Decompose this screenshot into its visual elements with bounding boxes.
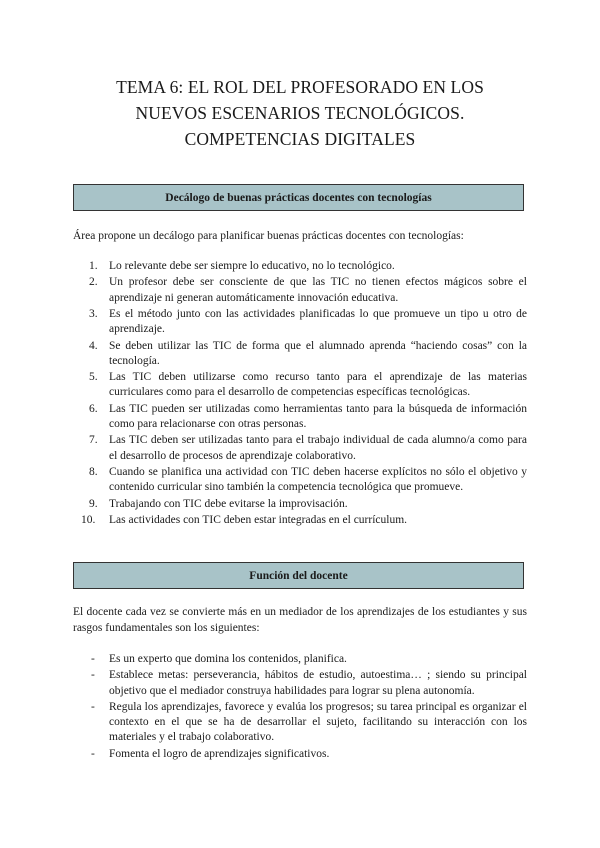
list-item-text: Las TIC deben utilizarse como recurso tanto para el aprendizaje de las materias curriculares como para el desarrollo de competencias específicas tecnológicas.: [109, 371, 527, 399]
list-item: [73, 370, 527, 400]
list-item: [73, 700, 527, 746]
list-item-text: Las actividades con TIC deben estar integradas en el currículum.: [109, 513, 408, 526]
list-number: 9.: [89, 497, 98, 510]
title-line-2: NUEVOS ESCENARIOS TECNOLÓGICOS.: [135, 103, 465, 123]
list-item-text: Es un experto que domina los contenidos, planifica.: [109, 653, 347, 665]
list-number: 8.: [89, 465, 98, 478]
list-item-text: Regula los aprendizajes, favorece y evalúa los progresos; su tarea principal es organizar el contexto en el que se ha de desarrollar el sujeto, facilitando su interacción con los materiales y el trabajo colaborativo.: [109, 700, 527, 744]
list-item-text: Se deben utilizar las TIC de forma que el alumnado aprenda “haciendo cosas” con la tecnología.: [109, 339, 527, 367]
list-number: 3.: [89, 307, 98, 320]
page-title: [70, 74, 530, 152]
list-item-text: Establece metas: perseverancia, hábitos de estudio, autoestima… ; siendo su principal objetivo que el mediador construya habilidades para lograr su plena autonomía.: [109, 669, 527, 697]
list-item-text: Fomenta el logro de aprendizajes significativos.: [109, 747, 330, 760]
list-number: 10.: [81, 513, 96, 526]
list-item-text: Cuando se planifica una actividad con TIC deben hacerse explícitos no sólo el objetivo y contenido curricular sino también la competencia tecnológica que promueve.: [109, 465, 527, 494]
list-item: [73, 652, 527, 667]
list-bullet: -: [91, 700, 95, 713]
funcion-docente-list: [73, 652, 527, 763]
list-item-text: Lo relevante debe ser siempre lo educativo, no lo tecnológico.: [109, 260, 395, 272]
list-item-text: Trabajando con TIC debe evitarse la improvisación.: [109, 497, 348, 510]
list-number: 7.: [89, 434, 98, 447]
list-item: [73, 465, 527, 495]
title-line-1: TEMA 6: EL ROL DEL PROFESORADO EN LOS: [116, 77, 484, 97]
section-heading-decalogo: Decálogo de buenas prácticas docentes con tecnologías: [73, 184, 524, 211]
list-item: [73, 275, 527, 305]
list-number: 4.: [89, 339, 98, 352]
list-item-text: Las TIC deben ser utilizadas tanto para el trabajo individual de cada alumno/a como para el desarrollo de procesos de aprendizaje colaborativo.: [109, 434, 527, 462]
list-item: [73, 259, 527, 274]
list-number: 1.: [89, 260, 98, 272]
list-item: [73, 339, 527, 369]
list-item-text: Es el método junto con las actividades planificadas lo que promueve un tipo u otro de aprendizaje.: [109, 307, 527, 336]
list-item: [73, 307, 527, 337]
decalogo-list: [73, 259, 527, 529]
list-item: [73, 747, 527, 762]
funcion-docente-intro: El docente cada vez se convierte más en un mediador de los aprendizajes de los estudiantes y sus rasgos fundamentales son los siguientes:: [73, 606, 527, 634]
list-bullet: -: [91, 747, 95, 760]
list-bullet: -: [91, 653, 95, 665]
list-item-text: Las TIC pueden ser utilizadas como herramientas tanto para la búsqueda de información como para relacionarse con otras personas.: [109, 402, 527, 430]
list-item: [73, 513, 527, 528]
decalogo-intro: Área propone un decálogo para planificar buenas prácticas docentes con tecnologías:: [73, 230, 464, 242]
list-number: 6.: [89, 402, 98, 415]
list-number: 2.: [89, 276, 98, 289]
title-line-3: COMPETENCIAS DIGITALES: [184, 129, 416, 149]
list-item: [73, 668, 527, 698]
list-item: [73, 402, 527, 432]
list-bullet: -: [91, 669, 95, 682]
list-item: [73, 497, 527, 512]
section-heading-funcion-docente: Función del docente: [73, 562, 524, 589]
list-number: 5.: [89, 371, 98, 384]
list-item-text: Un profesor debe ser consciente de que las TIC no tienen efectos mágicos sobre el aprendizaje ni generan automáticamente innovación educativa.: [109, 276, 527, 304]
list-item: [73, 433, 527, 463]
